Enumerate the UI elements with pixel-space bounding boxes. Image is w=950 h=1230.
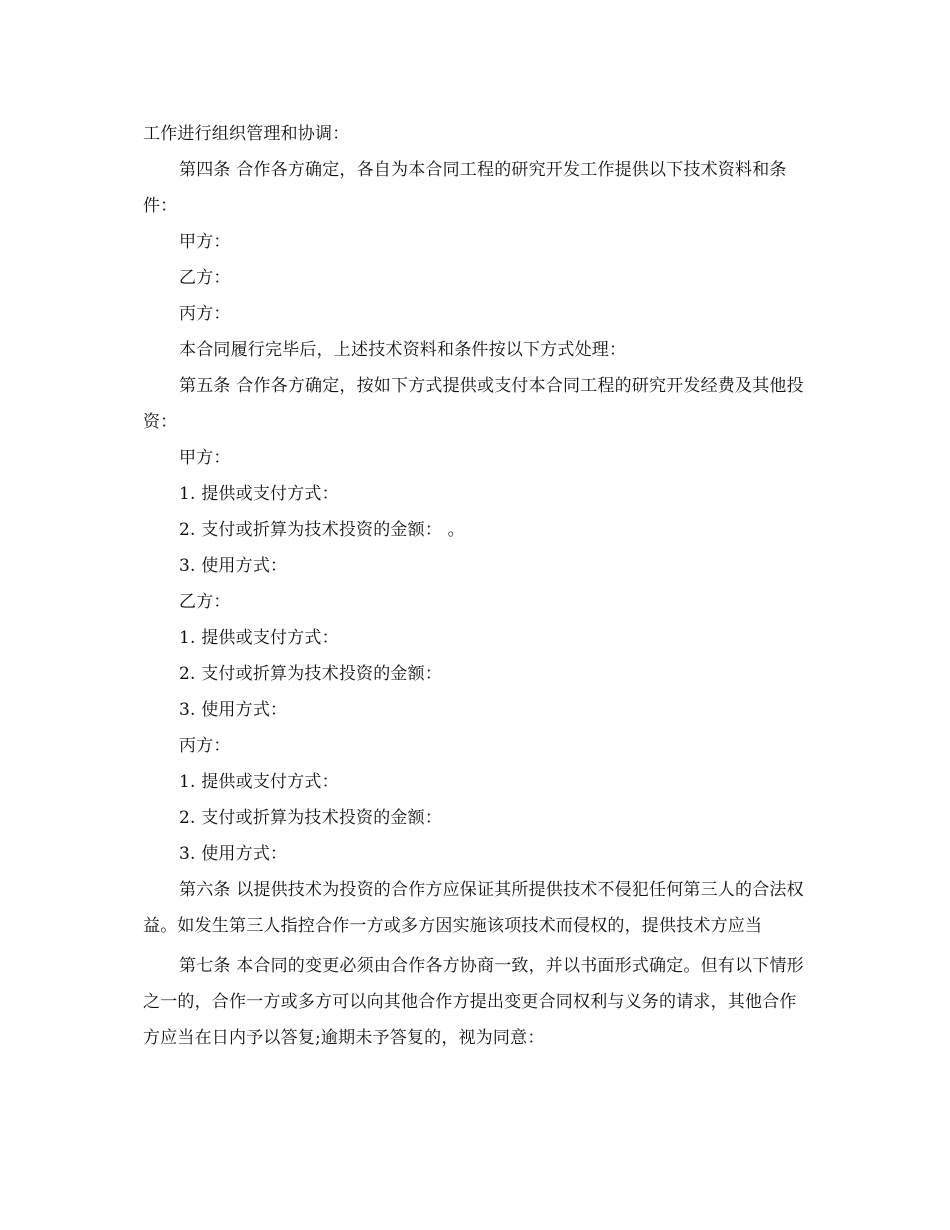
materials-handling-line: 本合同履行完毕后，上述技术资料和条件按以下方式处理： [179,340,627,360]
article-5: 第五条 合作各方确定，按如下方式提供或支付本合同工程的研究开发经费及其他投资： [143,376,804,432]
party-c-line: 丙方： [179,304,231,324]
article-4: 第四条 合作各方确定，各自为本合同工程的研究开发工作提供以下技术资料和条件： [143,160,787,216]
article-5-party-a: 甲方： [179,448,231,468]
paragraph-continuation: 工作进行组织管理和协调： [143,124,350,144]
party-b-line: 乙方： [179,268,231,288]
list-item: 3. 使用方式： [179,844,288,864]
list-item: 2. 支付或折算为技术投资的金额： 。 [179,520,465,540]
party-a-line: 甲方： [179,232,231,252]
article-6: 第六条 以提供技术为投资的合作方应保证其所提供技术不侵犯任何第三人的合法权益。如发生第三人指控合作一方或多方因实施该项技术而侵权的，提供技术方应当 [143,880,804,936]
list-item: 1. 提供或支付方式： [179,484,339,504]
list-item: 3. 使用方式： [179,700,288,720]
article-7: 第七条 本合同的变更必须由合作各方协商一致，并以书面形式确定。但有以下情形之一的，合作一方或多方可以向其他合作方提出变更合同权利与义务的请求，其他合作方应当在日内予以答复;逾期未予答复的，视为同意： [143,956,804,1048]
list-item: 2. 支付或折算为技术投资的金额： [179,808,443,828]
document-body [143,116,808,1056]
list-item: 2. 支付或折算为技术投资的金额： [179,664,443,684]
list-item: 1. 提供或支付方式： [179,628,339,648]
article-5-party-b: 乙方： [179,592,231,612]
list-item: 1. 提供或支付方式： [179,772,339,792]
list-item: 3. 使用方式： [179,556,288,576]
article-5-party-c: 丙方： [179,736,231,756]
